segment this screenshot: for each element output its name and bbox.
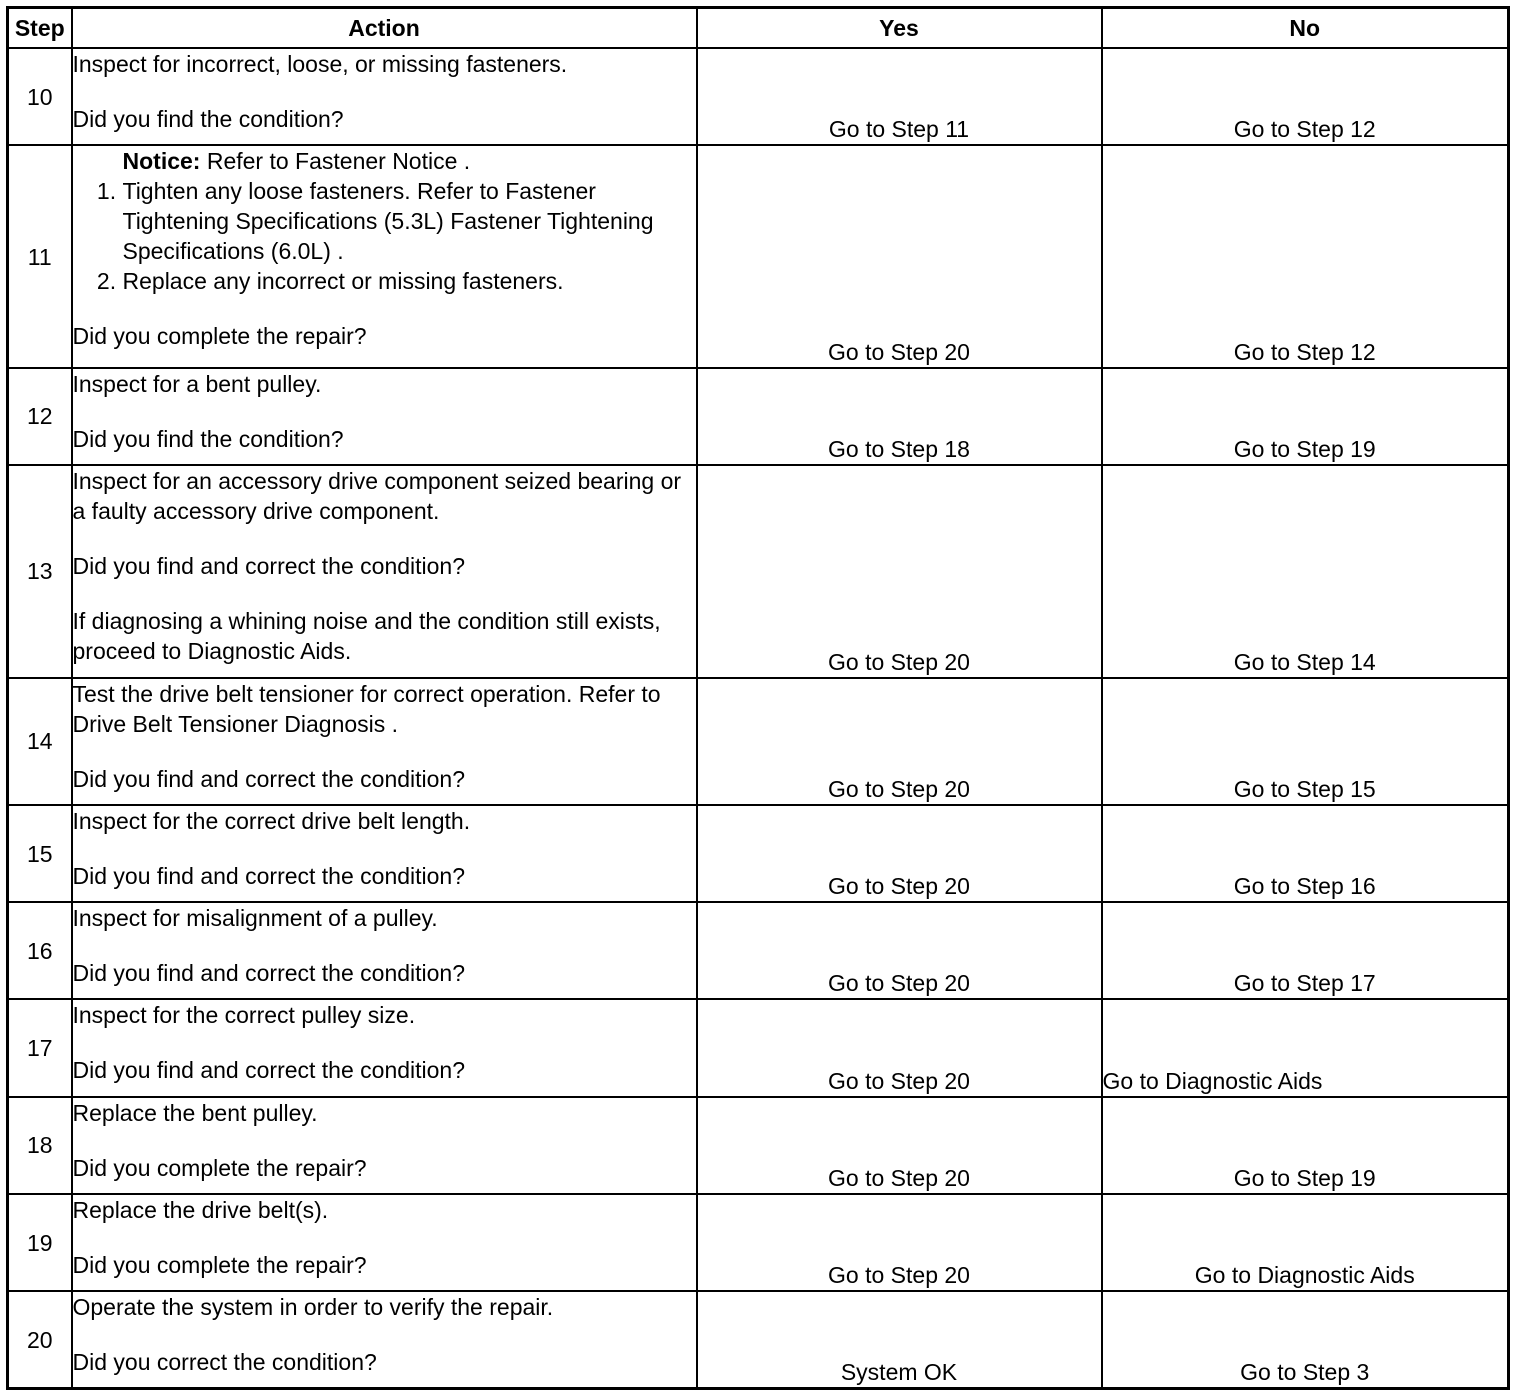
step-number: 13 (8, 465, 72, 678)
diagnostic-table (6, 6, 1510, 1390)
action-question: Did you complete the repair? (72, 1154, 367, 1181)
yes-result: Go to Step 20 (697, 805, 1102, 902)
action-text: Inspect for misalignment of a pulley. (72, 905, 438, 932)
action-note: If diagnosing a whining noise and the condition still exists, proceed to Diagnostic Aids. (72, 608, 661, 665)
no-result: Go to Step 16 (1102, 805, 1509, 902)
yes-result: Go to Step 20 (697, 1194, 1102, 1291)
table-row (8, 678, 1509, 805)
yes-result: Go to Step 20 (697, 902, 1102, 999)
no-result: Go to Step 19 (1102, 1097, 1509, 1194)
no-result: Go to Step 17 (1102, 902, 1509, 999)
table-row (8, 48, 1509, 145)
yes-result: Go to Step 20 (697, 678, 1102, 805)
table-row (8, 1097, 1509, 1194)
yes-result: Go to Step 20 (697, 999, 1102, 1096)
no-result: Go to Step 12 (1102, 145, 1509, 368)
action-cell (72, 145, 697, 368)
action-question: Did you find and correct the condition? (72, 765, 466, 792)
no-result: Go to Step 19 (1102, 368, 1509, 465)
list-item: 1. Tighten any loose fasteners. Refer to Fastener Tightening Specifications (5.3L) Fastener Tightening Specifications (6.0L) . (123, 176, 696, 266)
action-text: Inspect for the correct pulley size. (72, 1002, 416, 1029)
action-question: Did you find the condition? (72, 106, 344, 132)
table-row (8, 465, 1509, 678)
header-yes: Yes (697, 8, 1102, 49)
table-row (8, 999, 1509, 1096)
action-cell (72, 678, 697, 805)
step-number: 14 (8, 678, 72, 805)
action-question: Did you complete the repair? (72, 1251, 367, 1278)
repair-steps-list (73, 176, 696, 296)
yes-result: Go to Step 20 (697, 145, 1102, 368)
no-result: Go to Diagnostic Aids (1102, 999, 1509, 1096)
action-cell (72, 1291, 697, 1388)
table-row (8, 1291, 1509, 1388)
header-no: No (1102, 8, 1509, 49)
action-text: Inspect for the correct drive belt length. (72, 807, 471, 834)
step-number: 15 (8, 805, 72, 902)
action-text: Replace the bent pulley. (72, 1099, 318, 1126)
table-row (8, 145, 1509, 368)
no-result: Go to Step 3 (1102, 1291, 1509, 1388)
table-row (8, 1194, 1509, 1291)
action-text: Inspect for a bent pulley. (72, 370, 322, 397)
step-number: 11 (8, 145, 72, 368)
step-number: 19 (8, 1194, 72, 1291)
action-text: Test the drive belt tensioner for correct operation. Refer to Drive Belt Tensioner Diagnosis . (72, 680, 661, 737)
step-number: 12 (8, 368, 72, 465)
action-text: Operate the system in order to verify the repair. (72, 1294, 554, 1321)
step-number: 10 (8, 48, 72, 145)
action-cell (72, 1194, 697, 1291)
action-question: Did you find and correct the condition? (72, 960, 466, 987)
notice-label: Notice: (122, 148, 201, 175)
no-result: Go to Diagnostic Aids (1102, 1194, 1509, 1291)
action-question: Did you find and correct the condition? (72, 553, 466, 580)
step-number: 20 (8, 1291, 72, 1388)
action-text: Replace the drive belt(s). (72, 1196, 329, 1223)
action-question: Did you find and correct the condition? (72, 862, 466, 889)
action-question: Did you correct the condition? (72, 1349, 377, 1376)
list-item: 2. Replace any incorrect or missing fasteners. (123, 266, 696, 296)
action-cell (72, 48, 697, 145)
action-question: Did you find the condition? (72, 425, 344, 452)
yes-result: Go to Step 20 (697, 1097, 1102, 1194)
header-step: Step (8, 8, 72, 49)
table-row (8, 902, 1509, 999)
step-number: 16 (8, 902, 72, 999)
action-cell (72, 465, 697, 678)
notice-text: Refer to Fastener Notice . (200, 148, 471, 175)
header-row (8, 8, 1509, 49)
table-row (8, 368, 1509, 465)
action-text: Inspect for incorrect, loose, or missing fasteners. (72, 51, 568, 77)
yes-result: System OK (697, 1291, 1102, 1388)
no-result: Go to Step 15 (1102, 678, 1509, 805)
action-cell (72, 805, 697, 902)
step-number: 18 (8, 1097, 72, 1194)
table-row (8, 805, 1509, 902)
no-result: Go to Step 14 (1102, 465, 1509, 678)
action-cell (72, 1097, 697, 1194)
action-question: Did you complete the repair? (72, 323, 367, 350)
no-result: Go to Step 12 (1102, 48, 1509, 145)
action-cell (72, 999, 697, 1096)
action-text: Inspect for an accessory drive component seized bearing or a faulty accessory drive component. (72, 468, 682, 525)
notice (73, 146, 696, 176)
step-number: 17 (8, 999, 72, 1096)
header-action: Action (72, 8, 697, 49)
action-cell (72, 368, 697, 465)
action-cell (72, 902, 697, 999)
yes-result: Go to Step 18 (697, 368, 1102, 465)
yes-result: Go to Step 20 (697, 465, 1102, 678)
action-question: Did you find and correct the condition? (72, 1057, 466, 1084)
yes-result: Go to Step 11 (697, 48, 1102, 145)
